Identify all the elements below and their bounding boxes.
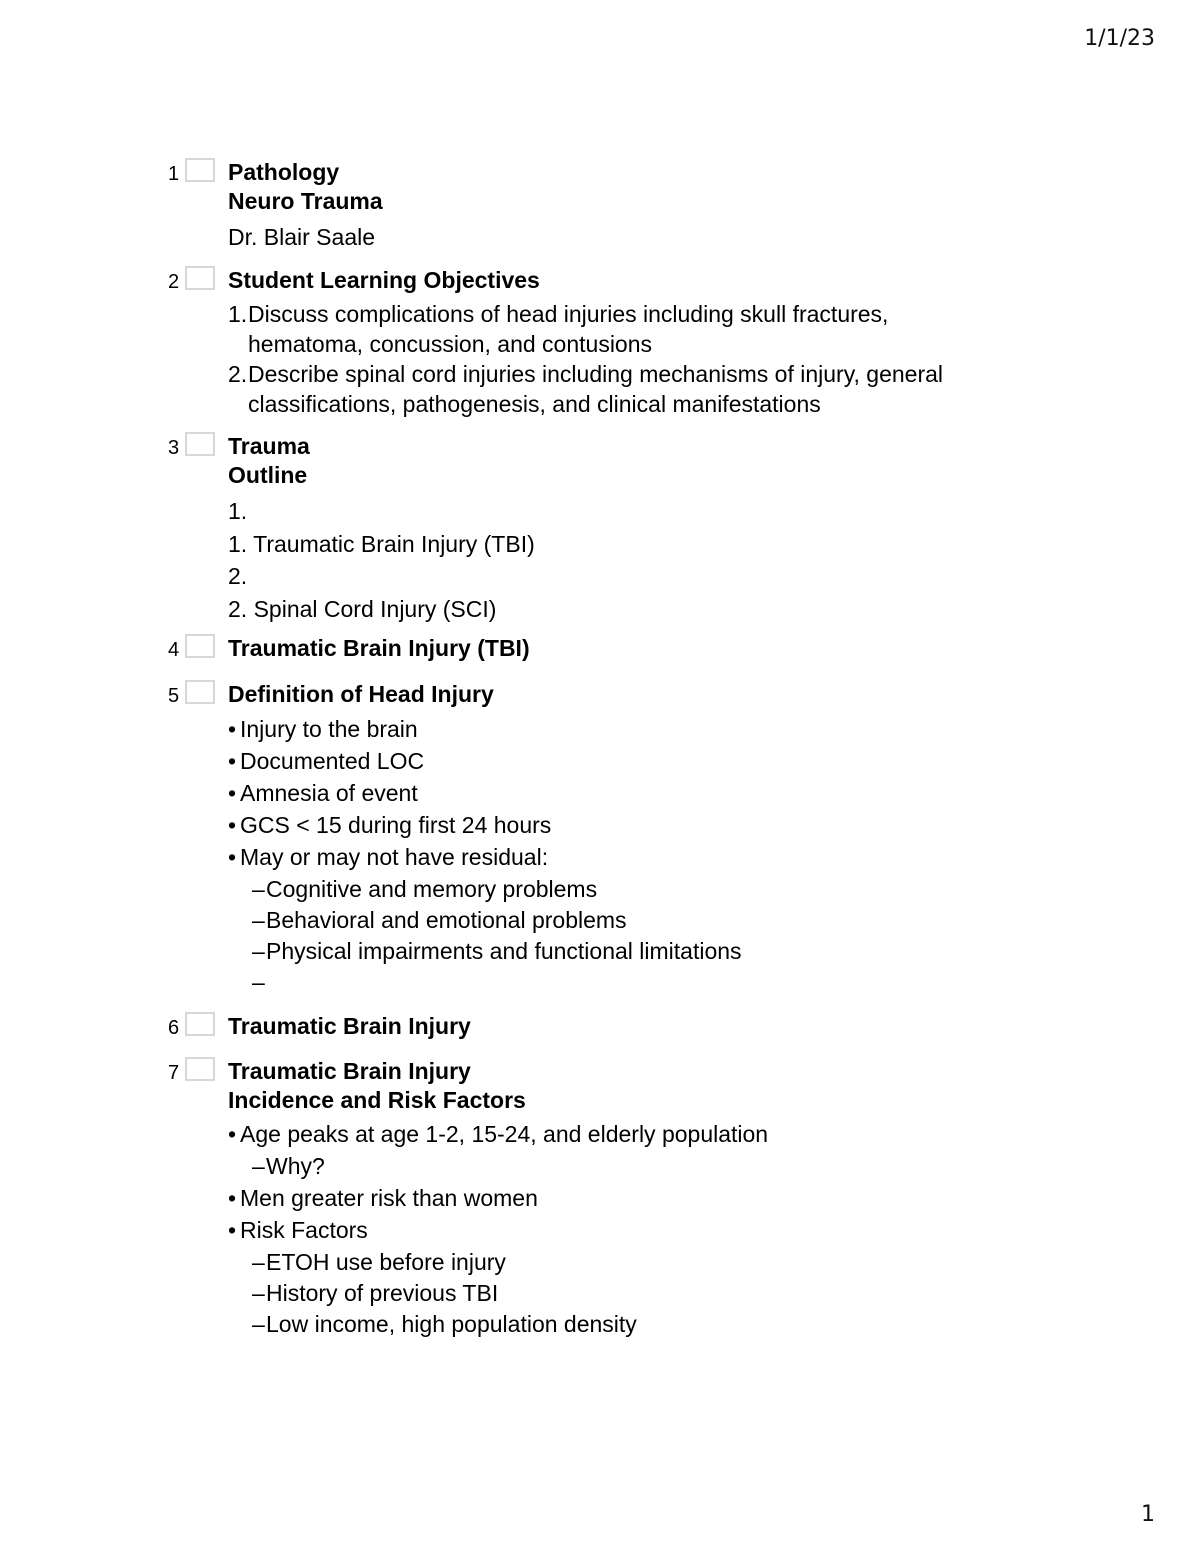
objective-item [228,359,1018,419]
slide-thumbnail[interactable] [185,634,215,658]
slide-title: Traumatic Brain Injury [228,1058,471,1084]
bullet-item: • Documented LOC [228,748,425,774]
sub-bullet-item: –Low income, high population density [252,1311,637,1337]
sub-bullet-item: –Cognitive and memory problems [252,876,598,902]
page-number: 1 [1141,1502,1155,1527]
slide-title: Traumatic Brain Injury [228,1013,471,1039]
bullet-item: • Men greater risk than women [228,1185,538,1211]
slide-subtitle: Neuro Trauma [228,188,383,214]
slide-number: 5 [168,685,180,707]
slide-number: 1 [168,163,180,185]
slide-thumbnail[interactable] [185,680,215,704]
slide-title: Traumatic Brain Injury (TBI) [228,635,530,661]
outline-item: 2. Spinal Cord Injury (SCI) [228,596,497,622]
sub-bullet-item: –History of previous TBI [252,1280,499,1306]
bullet-item: • Age peaks at age 1-2, 15-24, and elderly population [228,1121,769,1147]
objective-number: 2. [228,361,248,387]
outline-item: 1. [228,498,248,524]
bullet-item: • Amnesia of event [228,780,418,806]
bullet-item: • GCS < 15 during first 24 hours [228,812,552,838]
slide-subtitle: Outline [228,462,308,488]
slide-title: Pathology [228,159,340,185]
outline-item: 2. [228,563,248,589]
slide-subtitle: Incidence and Risk Factors [228,1087,526,1113]
slide-number: 7 [168,1062,180,1084]
sub-bullet-item: –Why? [252,1153,325,1179]
slide-thumbnail[interactable] [185,1012,215,1036]
objective-text: Discuss complications of head injuries including skull fractures, hematoma, concussion, and contusions [248,301,889,357]
slide-thumbnail[interactable] [185,266,215,290]
slide-thumbnail[interactable] [185,158,215,182]
bullet-item: • Injury to the brain [228,716,418,742]
bullet-item: • May or may not have residual: [228,844,549,870]
sub-bullet-item: –Behavioral and emotional problems [252,907,627,933]
slide-thumbnail[interactable] [185,1057,215,1081]
sub-bullet-item: –Physical impairments and functional limitations [252,938,742,964]
outline-item: 1. Traumatic Brain Injury (TBI) [228,531,535,557]
objective-number: 1. [228,301,248,327]
slide-thumbnail[interactable] [185,432,215,456]
sub-bullet-item: – [252,969,265,995]
bullet-item: • Risk Factors [228,1217,368,1243]
objective-item [228,299,988,359]
objective-text: Describe spinal cord injuries including mechanisms of injury, general classifications, pathogenesis, and clinical manifestations [248,361,944,417]
page-date: 1/1/23 [1084,26,1155,51]
sub-bullet-item: –ETOH use before injury [252,1249,506,1275]
author-name: Dr. Blair Saale [228,224,376,250]
slide-number: 4 [168,639,180,661]
slide-number: 2 [168,271,180,293]
slide-title: Trauma [228,433,310,459]
slide-number: 6 [168,1017,180,1039]
slide-title: Student Learning Objectives [228,267,540,293]
slide-title: Definition of Head Injury [228,681,494,707]
slide-number: 3 [168,437,180,459]
